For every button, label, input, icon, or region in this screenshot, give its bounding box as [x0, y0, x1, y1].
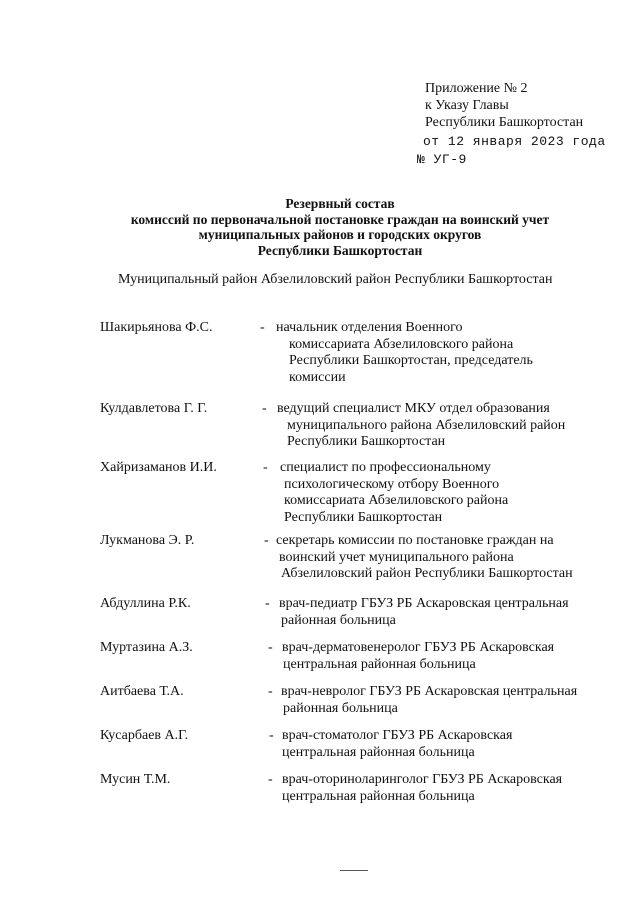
- member-role: [280, 460, 600, 526]
- role-line: районная больница: [281, 612, 396, 628]
- title-line-1: Резервный состав: [285, 196, 395, 211]
- role-line: врач-дерматовенеролог ГБУЗ РБ Аскаровская: [282, 640, 555, 655]
- member-name: Кусарбаев А.Г.: [100, 728, 189, 743]
- appendix-decree-line: к Указу Главы: [425, 98, 509, 113]
- member-dash: -: [268, 772, 273, 787]
- member-dash: -: [260, 320, 265, 335]
- member-role: [282, 728, 612, 761]
- appendix-decree-number: № УГ-9: [417, 152, 467, 167]
- role-line: комиссариата Абзелиловского района: [289, 336, 514, 352]
- document-title: [80, 196, 600, 258]
- role-line: секретарь комиссии по постановке граждан на: [276, 533, 554, 548]
- member-dash: -: [268, 640, 273, 655]
- role-line: психологическому отбору Военного: [284, 476, 500, 492]
- role-line: специалист по профессиональному: [280, 460, 491, 475]
- member-dash: -: [263, 460, 268, 475]
- member-role: [282, 772, 612, 805]
- title-line-4: Республики Башкортостан: [257, 242, 423, 258]
- member-name: Хайризаманов И.И.: [100, 460, 217, 475]
- member-dash: -: [269, 728, 274, 743]
- appendix-date: от 12 января 2023 года: [423, 134, 606, 149]
- role-line: комиссариата Абзелиловского района: [284, 493, 509, 508]
- member-name: Кулдавлетова Г. Г.: [100, 401, 208, 416]
- role-line: начальник отделения Военного: [276, 320, 463, 335]
- role-line: центральная районная больница: [282, 744, 475, 760]
- member-name: Лукманова Э. Р.: [100, 533, 195, 548]
- district-heading: Муниципальный район Абзелиловский район Республики Башкортостан: [118, 272, 553, 287]
- role-line: центральная районная больница: [283, 656, 476, 672]
- role-line: Республики Башкортостан: [284, 509, 443, 525]
- role-line: воинский учет муниципального района: [279, 549, 514, 565]
- title-line-3: муниципальных районов и городских округов: [198, 227, 482, 242]
- role-line: Абзелиловский район Республики Башкортостан: [281, 566, 573, 581]
- appendix-header: [417, 80, 606, 168]
- role-line: муниципального района Абзелиловский район: [287, 417, 566, 433]
- role-line: районная больница: [283, 700, 398, 716]
- member-role: [276, 533, 606, 583]
- member-role: [282, 640, 612, 673]
- role-line: комиссии: [289, 369, 346, 385]
- role-line: врач-оториноларинголог ГБУЗ РБ Аскаровская: [282, 772, 563, 787]
- appendix-number-line: Приложение № 2: [425, 81, 528, 96]
- role-line: ведущий специалист МКУ отдел образования: [277, 401, 550, 416]
- member-role: [276, 320, 596, 386]
- member-dash: -: [262, 401, 267, 416]
- member-name: Муртазина А.З.: [100, 640, 193, 655]
- role-line: врач-педиатр ГБУЗ РБ Аскаровская центральная: [279, 596, 569, 611]
- member-dash: -: [268, 684, 273, 699]
- role-line: врач-невролог ГБУЗ РБ Аскаровская центральная: [281, 684, 578, 699]
- role-line: Республики Башкортостан: [287, 434, 446, 449]
- page-footer-mark: [340, 870, 368, 871]
- member-name: Мусин Т.М.: [100, 772, 171, 787]
- member-role: [279, 596, 609, 629]
- role-line: центральная районная больница: [282, 788, 475, 804]
- appendix-republic-line: Республики Башкортостан: [425, 115, 584, 130]
- member-dash: -: [264, 533, 269, 548]
- member-role: [281, 684, 616, 717]
- member-name: Шакирьянова Ф.С.: [100, 320, 213, 335]
- member-role: [277, 401, 607, 451]
- title-line-2: комиссий по первоначальной постановке граждан на воинский учет: [130, 211, 550, 227]
- member-name: Абдуллина Р.К.: [100, 596, 191, 611]
- member-name: Аитбаева Т.А.: [100, 684, 184, 699]
- member-dash: -: [265, 596, 270, 611]
- role-line: Республики Башкортостан, председатель: [289, 353, 533, 368]
- role-line: врач-стоматолог ГБУЗ РБ Аскаровская: [282, 728, 513, 743]
